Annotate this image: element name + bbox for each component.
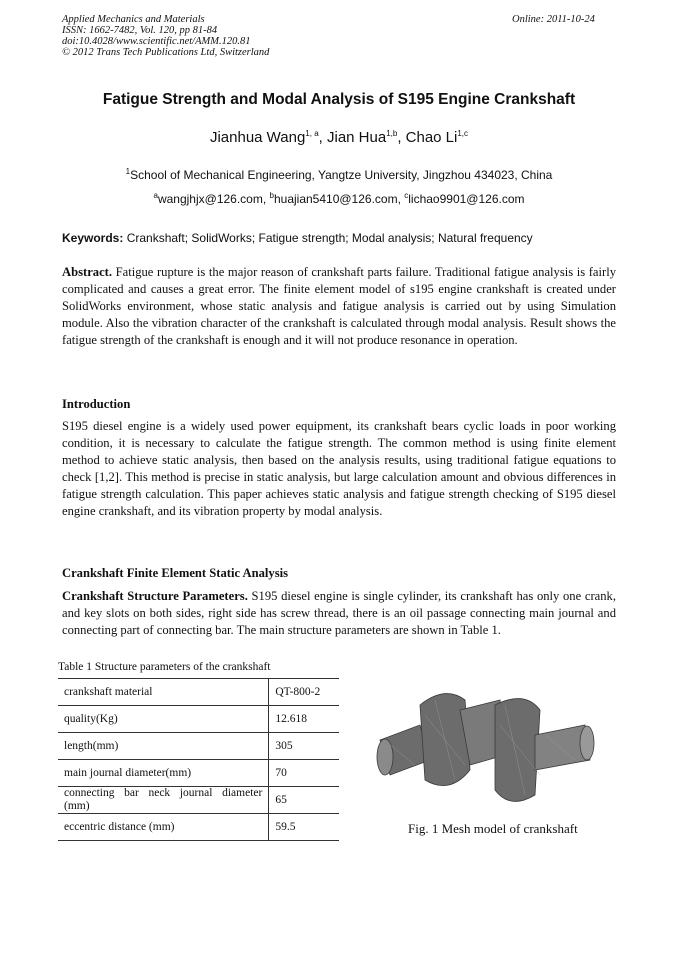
table-cell: QT-800-2 [269,679,339,706]
author-name: Jian Hua [326,129,387,146]
table-row [58,787,339,814]
keywords-label: Keywords: [62,231,124,245]
emails [0,191,678,206]
introduction-heading: Introduction [62,397,131,411]
table-cell: connecting bar neck journal diameter (mm) [58,787,269,814]
table-cell: 12.618 [269,706,339,733]
table-caption: Table 1 Structure parameters of the crankshaft [58,661,271,673]
figure-caption: Fig. 1 Mesh model of crankshaft [408,821,578,836]
author-name: Jianhua Wang [209,129,306,146]
crankshaft-mesh-image [375,685,605,810]
affiliation [0,167,678,182]
structure-paragraph [62,588,616,639]
table-cell: length(mm) [58,733,269,760]
table-cell: 59.5 [269,814,339,841]
table-row [58,706,339,733]
email-link[interactable]: lichao9901@126.com [408,192,525,206]
email-sup: c [404,191,409,200]
copyright: © 2012 Trans Tech Publications Ltd, Switzerland [62,47,270,58]
abstract-label: Abstract. [62,265,113,279]
introduction-text: S195 diesel engine is a widely used power equipment, its crankshaft bears cyclic loads in poor working condition, it is necessary to calculate the fatigue strength. The common method is using finite element method to achieve static analysis, then based on the analysis results, using traditional fatigue equations to check [1,2]. This method is precise in static analysis, but large calculation amount and obvious differences in fatigue strength calculation. This paper achieves static analysis and fatigue strength checking of S195 diesel engine crankshaft, and its vibration property by modal analysis. [62,419,616,518]
authors: Jianhua Wang$^{1, a}$, Jian Hua$^{1,b}$, Chao Li$^{1,c}$ [209,129,469,146]
author-sup: 1,b [386,129,398,138]
table-cell: 65 [269,787,339,814]
email-sup: a [153,191,158,200]
online-date: Online: 2011-10-24 [512,14,595,25]
table-cell: crankshaft material [58,679,269,706]
table-cell: 70 [269,760,339,787]
parameters-table [58,678,339,841]
table-cell: quality(Kg) [58,706,269,733]
table-row [58,679,339,706]
table-row [58,733,339,760]
structure-text: S195 diesel engine is single cylinder, its crankshaft has only one crank, and key slots on both sides, right side has screw thread, there is an oil passage connecting main journal and connecting part of connecting bar. The main structure parameters are shown in Table 1. [62,589,616,637]
keywords [62,231,533,245]
table-row [58,814,339,841]
table-cell: 305 [269,733,339,760]
issn: ISSN: 1662-7482, Vol. 120, pp 81-84 [62,25,218,36]
keywords-text: Crankshaft; SolidWorks; Fatigue strength; Modal analysis; Natural frequency [123,231,533,245]
abstract [62,264,616,349]
author-sup: 1,c [457,129,469,138]
journal-header [62,14,269,58]
affiliation-sup: 1 [125,167,131,176]
affiliation-text: School of Mechanical Engineering, Yangtze University, Jingzhou 434023, China [130,168,553,182]
section-heading: Crankshaft Finite Element Static Analysis [62,566,288,580]
author-sup: 1, a [305,129,319,138]
table-cell: main journal diameter(mm) [58,760,269,787]
journal-name: Applied Mechanics and Materials [62,14,205,25]
abstract-text: Fatigue rupture is the major reason of crankshaft parts failure. Traditional fatigue analysis is fairly complicated and causes a great error. The finite element model of s195 engine crankshaft is created under SolidWorks environment, whose static analysis and fatigue analysis is carried out by using Simulation module. Also the vibration character of the crankshaft is calculated through modal analysis. Result shows the fatigue strength of the crankshaft is enough and it will not produce resonance in operation. [62,265,616,347]
email-link[interactable]: huajian5410@126.com, [273,192,405,206]
table-cell: eccentric distance (mm) [58,814,269,841]
subsection-heading: Crankshaft Structure Parameters. [62,589,248,603]
table-row [58,760,339,787]
email-sup: b [269,191,274,200]
paper-title: Fatigue Strength and Modal Analysis of S195 Engine Crankshaft [102,91,576,108]
doi: doi:10.4028/www.scientific.net/AMM.120.81 [62,36,251,47]
author-name: Chao Li [405,129,458,146]
email-link[interactable]: wangjhjx@126.com, [157,192,270,206]
